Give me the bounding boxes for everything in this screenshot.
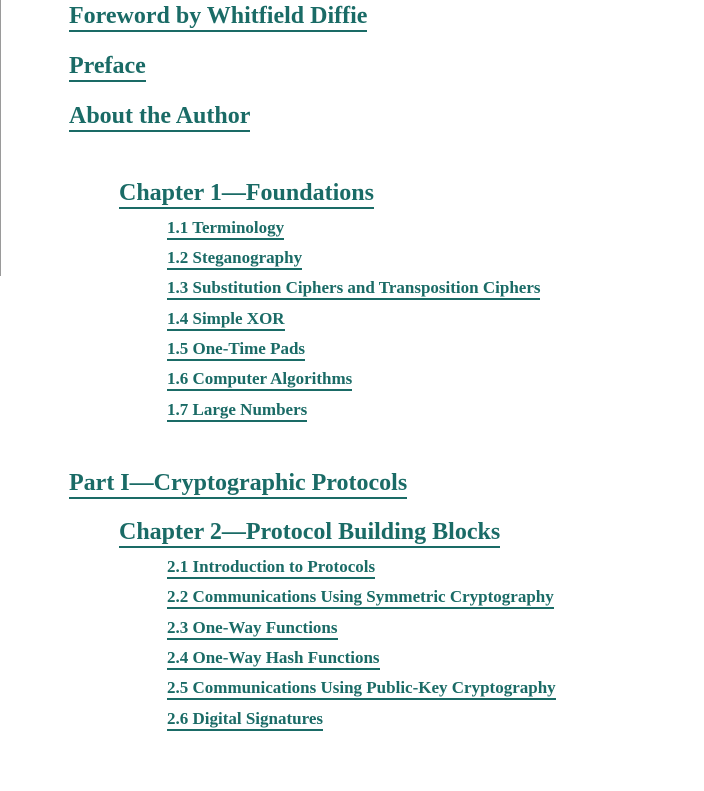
- toc-link-section-2-5[interactable]: 2.5 Communications Using Public-Key Cryptography: [167, 679, 556, 700]
- left-frame-border: [0, 0, 1, 276]
- toc-link-section-1-6[interactable]: 1.6 Computer Algorithms: [167, 370, 352, 391]
- toc-link-preface[interactable]: Preface: [69, 54, 146, 82]
- toc-link-chapter-1[interactable]: Chapter 1—Foundations: [119, 181, 374, 209]
- toc-link-section-1-7[interactable]: 1.7 Large Numbers: [167, 401, 307, 422]
- toc-link-section-2-4[interactable]: 2.4 One-Way Hash Functions: [167, 649, 380, 670]
- toc-link-chapter-2[interactable]: Chapter 2—Protocol Building Blocks: [119, 520, 500, 548]
- toc-link-section-2-6[interactable]: 2.6 Digital Signatures: [167, 710, 323, 731]
- toc-link-foreword[interactable]: Foreword by Whitfield Diffie: [69, 4, 367, 32]
- toc-link-section-1-3[interactable]: 1.3 Substitution Ciphers and Transposition Ciphers: [167, 279, 540, 300]
- toc-link-section-2-3[interactable]: 2.3 One-Way Functions: [167, 619, 338, 640]
- toc-link-section-2-2[interactable]: 2.2 Communications Using Symmetric Cryptography: [167, 588, 554, 609]
- toc-link-section-1-5[interactable]: 1.5 One-Time Pads: [167, 340, 305, 361]
- toc-link-section-1-1[interactable]: 1.1 Terminology: [167, 219, 284, 240]
- toc-link-part-1[interactable]: Part I—Cryptographic Protocols: [69, 471, 407, 499]
- toc-link-section-1-2[interactable]: 1.2 Steganography: [167, 249, 302, 270]
- toc-link-section-2-1[interactable]: 2.1 Introduction to Protocols: [167, 558, 375, 579]
- toc-link-section-1-4[interactable]: 1.4 Simple XOR: [167, 310, 285, 331]
- toc-link-about-author[interactable]: About the Author: [69, 104, 250, 132]
